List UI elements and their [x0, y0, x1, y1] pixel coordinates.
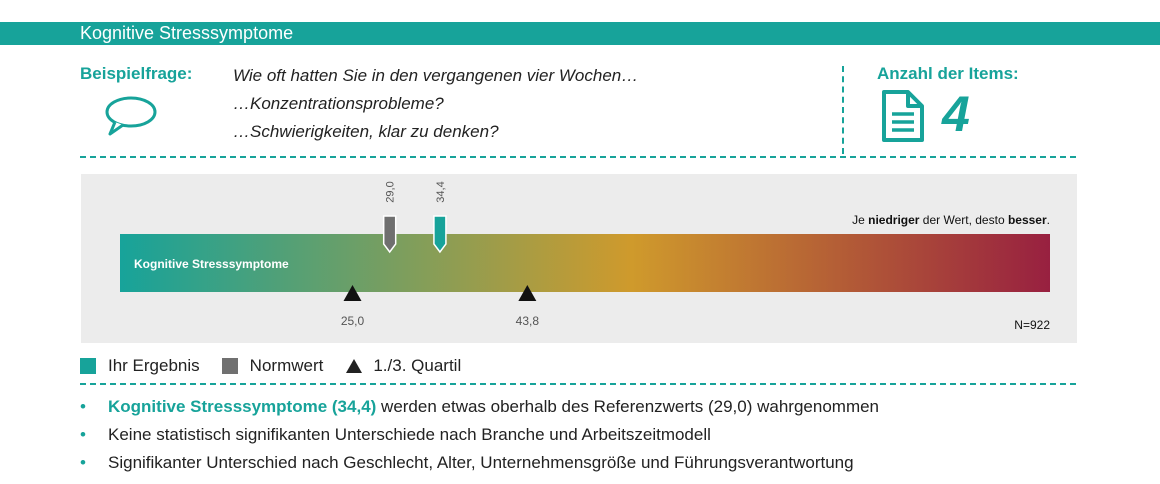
- items-count-label: Anzahl der Items:: [877, 64, 1019, 83]
- sample-size: N=922: [1014, 318, 1050, 332]
- bullet-icon: •: [80, 397, 86, 416]
- speech-bubble-icon: [103, 94, 159, 140]
- triangle-icon: [345, 358, 363, 374]
- section-title: Kognitive Stresssymptome: [80, 23, 294, 43]
- ergebnis-marker: [434, 181, 447, 252]
- legend-ergebnis-swatch: [80, 358, 96, 374]
- normwert-marker: [384, 181, 397, 252]
- chart-panel: [81, 174, 1077, 343]
- bullet-icon: •: [80, 425, 86, 444]
- result-chart: [81, 174, 1077, 343]
- items-count-value: 4: [942, 86, 970, 142]
- dashed-divider: [80, 383, 1076, 385]
- section-header: [0, 22, 1160, 45]
- ergebnis-value-label: 34,4: [434, 181, 447, 203]
- dashed-divider: [80, 156, 1076, 158]
- legend-normwert-swatch: [222, 358, 238, 374]
- legend-quartil: 1./3. Quartil: [345, 356, 461, 376]
- legend: [80, 356, 483, 376]
- question-line-3: …Schwierigkeiten, klar zu denken?: [233, 122, 499, 141]
- legend-ergebnis: Ihr Ergebnis: [80, 356, 200, 376]
- question-line-2: …Konzentrationsprobleme?: [233, 94, 444, 113]
- document-icon: [880, 88, 926, 144]
- example-question-label: Beispielfrage:: [80, 64, 193, 83]
- normwert-value-label: 29,0: [384, 181, 397, 203]
- quartile-3-label: 43,8: [515, 314, 540, 328]
- quartile-1-label: 25,0: [340, 314, 365, 328]
- bar-label: Kognitive Stresssymptome: [134, 257, 289, 271]
- bullet-icon: •: [80, 453, 86, 472]
- question-line-1: Wie oft hatten Sie in den vergangenen vier Wochen…: [233, 66, 639, 85]
- legend-normwert: Normwert: [222, 356, 324, 376]
- chart-note: Je niedriger der Wert, desto besser.: [852, 213, 1050, 227]
- vertical-divider: [842, 66, 844, 154]
